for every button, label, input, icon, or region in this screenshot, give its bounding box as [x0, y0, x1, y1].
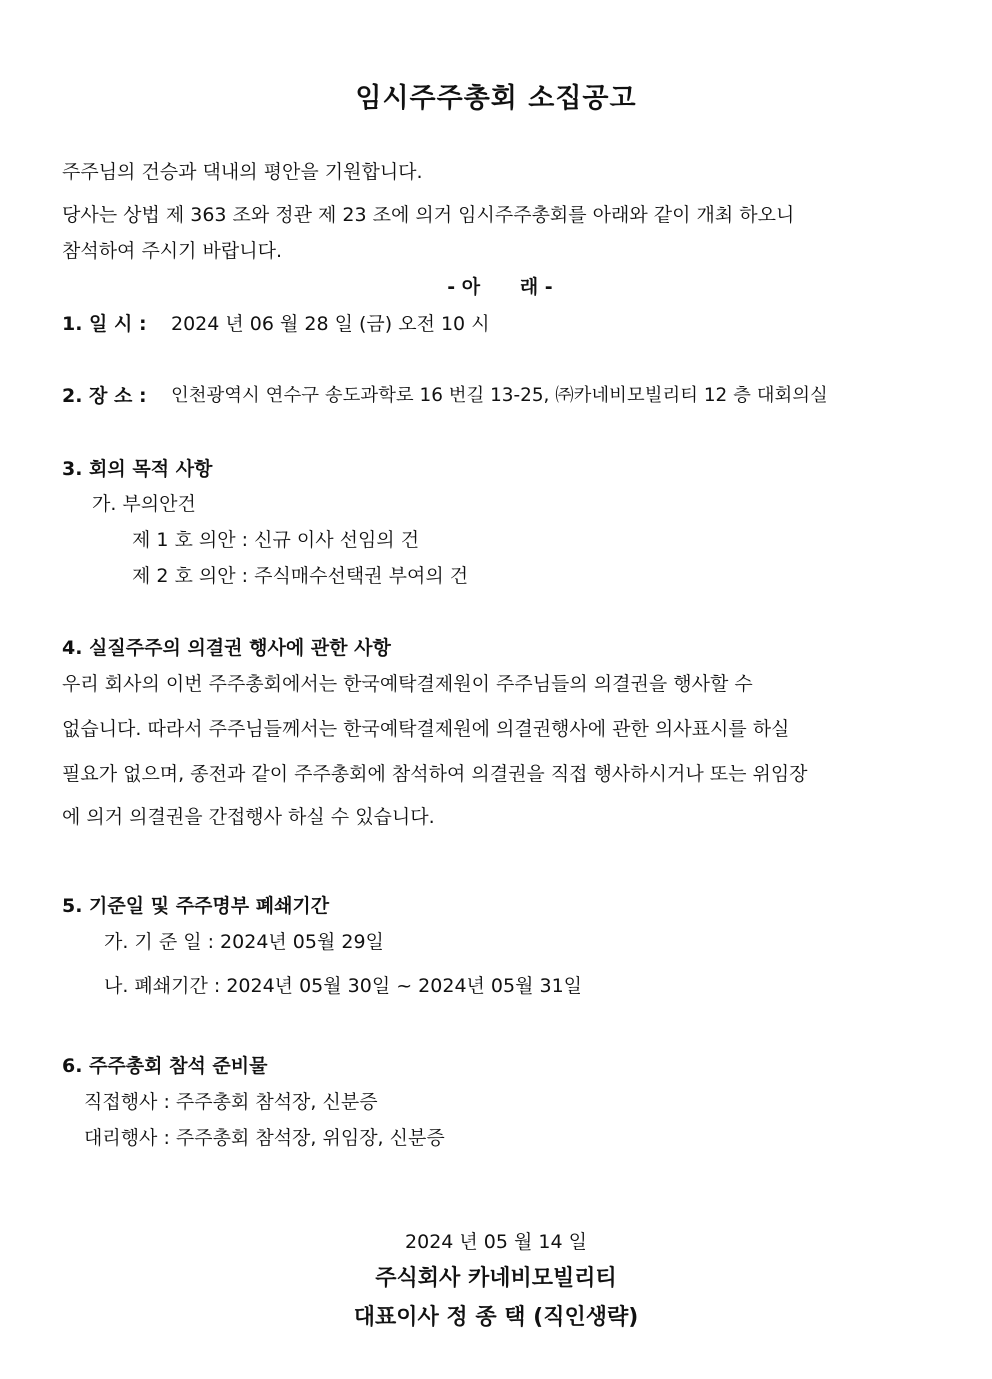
- ceo-name: 대표이사 정 종 택 (직인생략): [353, 1305, 639, 1330]
- record-heading: 5. 기준일 및 주주명부 폐쇄기간: [62, 895, 330, 917]
- voting-heading: 4. 실질주주의 의결권 행사에 관한 사항: [62, 637, 391, 659]
- agenda-item-2: 제 2 호 의안 : 주식매수선택권 부여의 건: [132, 565, 469, 587]
- intro-line-2: 당사는 상법 제 363 조와 정관 제 23 조에 의거 임시주주총회를 아래와 같이 개최 하오니: [62, 204, 795, 226]
- prep-proxy: 대리행사 : 주주총회 참석장, 위임장, 신분증: [84, 1127, 445, 1149]
- prep-heading: 6. 주주총회 참석 준비물: [62, 1055, 268, 1077]
- datetime-value: 2024 년 06 월 28 일 (금) 오전 10 시: [171, 313, 490, 335]
- purpose-sub: 가. 부의안건: [92, 493, 196, 515]
- voting-paragraph-2: 없습니다. 따라서 주주님들께서는 한국예탁결제원에 의결권행사에 관한 의사표시를 하실: [62, 718, 790, 740]
- footer-date: 2024 년 05 월 14 일: [405, 1231, 587, 1253]
- closure-period: 나. 폐쇄기간 : 2024년 05월 30일 ~ 2024년 05월 31일: [104, 975, 583, 997]
- agenda-item-1: 제 1 호 의안 : 신규 이사 선임의 건: [132, 529, 420, 551]
- intro-line-3: 참석하여 주시기 바랍니다.: [62, 240, 283, 262]
- below-heading: - 아 래 -: [447, 276, 553, 298]
- intro-line-1: 주주님의 건승과 댁내의 평안을 기원합니다.: [62, 161, 423, 183]
- purpose-heading: 3. 회의 목적 사항: [62, 458, 213, 480]
- voting-paragraph-4: 에 의거 의결권을 간접행사 하실 수 있습니다.: [62, 806, 435, 828]
- company-name: 주식회사 카네비모빌리티: [375, 1266, 617, 1291]
- voting-paragraph-1: 우리 회사의 이번 주주총회에서는 한국예탁결제원이 주주님들의 의결권을 행사할 수: [62, 673, 753, 695]
- prep-direct: 직접행사 : 주주총회 참석장, 신분증: [84, 1091, 378, 1113]
- document-title: 임시주주총회 소집공고: [355, 83, 637, 114]
- place-label: 2. 장 소 :: [62, 385, 147, 407]
- place-value: 인천광역시 연수구 송도과학로 16 번길 13-25, ㈜카네비모빌리티 12 층 대회의실: [171, 385, 828, 406]
- record-date: 가. 기 준 일 : 2024년 05월 29일: [104, 931, 384, 953]
- datetime-label: 1. 일 시 :: [62, 313, 147, 335]
- voting-paragraph-3: 필요가 없으며, 종전과 같이 주주총회에 참석하여 의결권을 직접 행사하시거나 또는 위임장: [62, 763, 808, 785]
